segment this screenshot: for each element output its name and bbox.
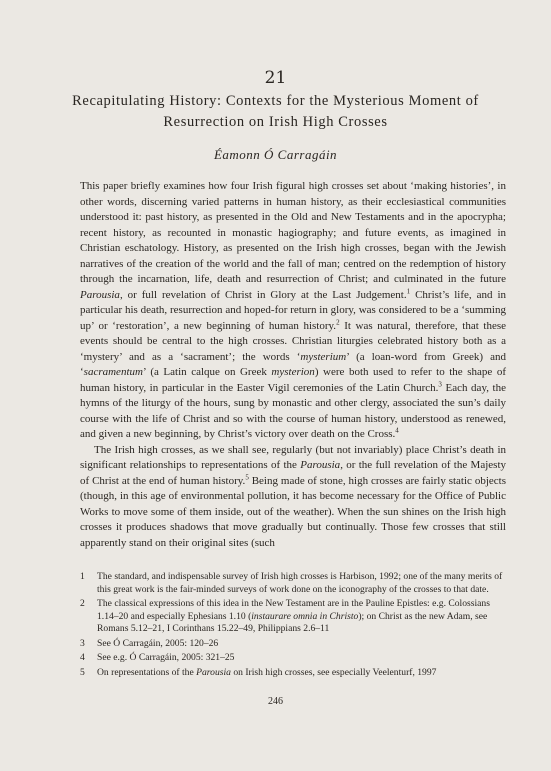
chapter-number: 21 bbox=[264, 68, 287, 88]
footnote bbox=[80, 652, 508, 665]
footnote-number: 1 bbox=[80, 571, 85, 582]
footnotes bbox=[80, 571, 508, 681]
footnote-ref: 4 bbox=[395, 426, 399, 435]
paragraph-1: This paper briefly examines how four Irish figural high crosses set about ‘making histories’, in other words, discerning varied patterns in human history, as their ecclesiastical communities understood it: past history, as presented in the Old and New Testaments and in the apocrypha; recent history, as recounted in monastic hagiography; and future events, as imagined in Christian eschatology. History, as presented on the Irish high crosses, began with the Jewish narratives of the creation of the world and the fall of man; centred on the redemption of history through the incarnation, life, death and resurrection of Christ; and culminated in the future Parousia, or full revelation of Christ in Glory at the Last Judgement.$^1$ Christ’s life, and in particular his death, resurrection and hoped-for return in glory, was considered to be a ‘summing up’ or ‘restoration’, a new beginning of human history.$^2$ It was natural, therefore, that these events should be central to the high crosses. Christian liturgies celebrated history both as a ‘mystery’ and as a ‘sacrament’; the words ‘mysterium’ (a loan-word from Greek) and ‘sacramentum’ (a Latin calque on Greek mysterion) were both used to refer to the shape of human history, in particular in the Easter Vigil ceremonies of the Latin Church.$^3$ Each day, the hymns of the liturgy of the hours, sung by monastic and other clergy, associated the sun’s daily course with the life of Christ and so with the course of human history, understood as renewed, and given a new beginning, by Christ’s victory over death on the Cross.$^4$ bbox=[80, 180, 507, 440]
footnote-number: 2 bbox=[80, 598, 85, 609]
italic-term: Parousia bbox=[300, 459, 341, 471]
author-name: Éamonn Ó Carragáin bbox=[213, 147, 338, 162]
italic-term: instaurare omnia in Christo bbox=[251, 610, 359, 622]
footnote-text: The classical expressions of this idea in the New Testament are in the Pauline Epistles: e.g. Colossians 1.14–20 and especially Ephesians 1.10 (instaurare omnia in Christo); on Christ as the new Adam, see Romans 5.12–21, I Corinthans 15.22–49, Philippians 2.6–11 bbox=[97, 598, 490, 634]
chapter-title: Recapitulating History: Contexts for the Mysterious Moment of Resurrection on Irish High Crosses bbox=[72, 93, 479, 130]
footnote-ref: 2 bbox=[336, 317, 340, 326]
body-text bbox=[80, 179, 506, 551]
italic-term: Parousia bbox=[80, 288, 120, 301]
italic-term: Parousia bbox=[196, 666, 231, 678]
footnote-number: 5 bbox=[80, 666, 85, 678]
page-number: 246 bbox=[268, 696, 283, 707]
footnote-text: The standard, and indispensable survey of Irish high crosses is Harbison, 1992; one of the many merits of this great work is the fair-minded surveys of work done on the iconography of the crosses to that date. bbox=[97, 571, 503, 595]
footnote-ref: 5 bbox=[245, 472, 249, 481]
footnote-text: See Ó Carragáin, 2005: 120–26 bbox=[97, 637, 219, 649]
footnote bbox=[80, 667, 508, 680]
footnote bbox=[80, 638, 508, 651]
footnote-text: See e.g. Ó Carragáin, 2005: 321–25 bbox=[97, 652, 235, 663]
footnote bbox=[80, 571, 508, 596]
footnote-text: On representations of the Parousia on Irish high crosses, see especially Veelenturf, 1997 bbox=[97, 666, 437, 678]
footnote-number: 4 bbox=[80, 652, 85, 663]
italic-term: sacramentum bbox=[83, 366, 143, 378]
paragraph-2: The Irish high crosses, as we shall see, regularly (but not invariably) place Christ’s death in significant relationships to representations of the Parousia, or the full revelation of the Majesty of Christ at the end of human history.$^5$ Being made of stone, high crosses are fairly static objects (though, in this age of environmental pollution, it has become necessary for the Office of Public Works to move some of them inside, out of the weather). When the sun shines on the Irish high crosses it produces shadows that move gradually but continually. Those few crosses that still apparently stand on their original sites (such bbox=[80, 443, 506, 549]
footnote-ref: 3 bbox=[438, 379, 442, 388]
footnote bbox=[80, 598, 508, 636]
italic-term: mysterion bbox=[271, 366, 315, 378]
footnote-ref: 1 bbox=[406, 286, 411, 295]
footnote-number: 3 bbox=[80, 637, 85, 649]
italic-term: mysterium bbox=[300, 350, 347, 363]
